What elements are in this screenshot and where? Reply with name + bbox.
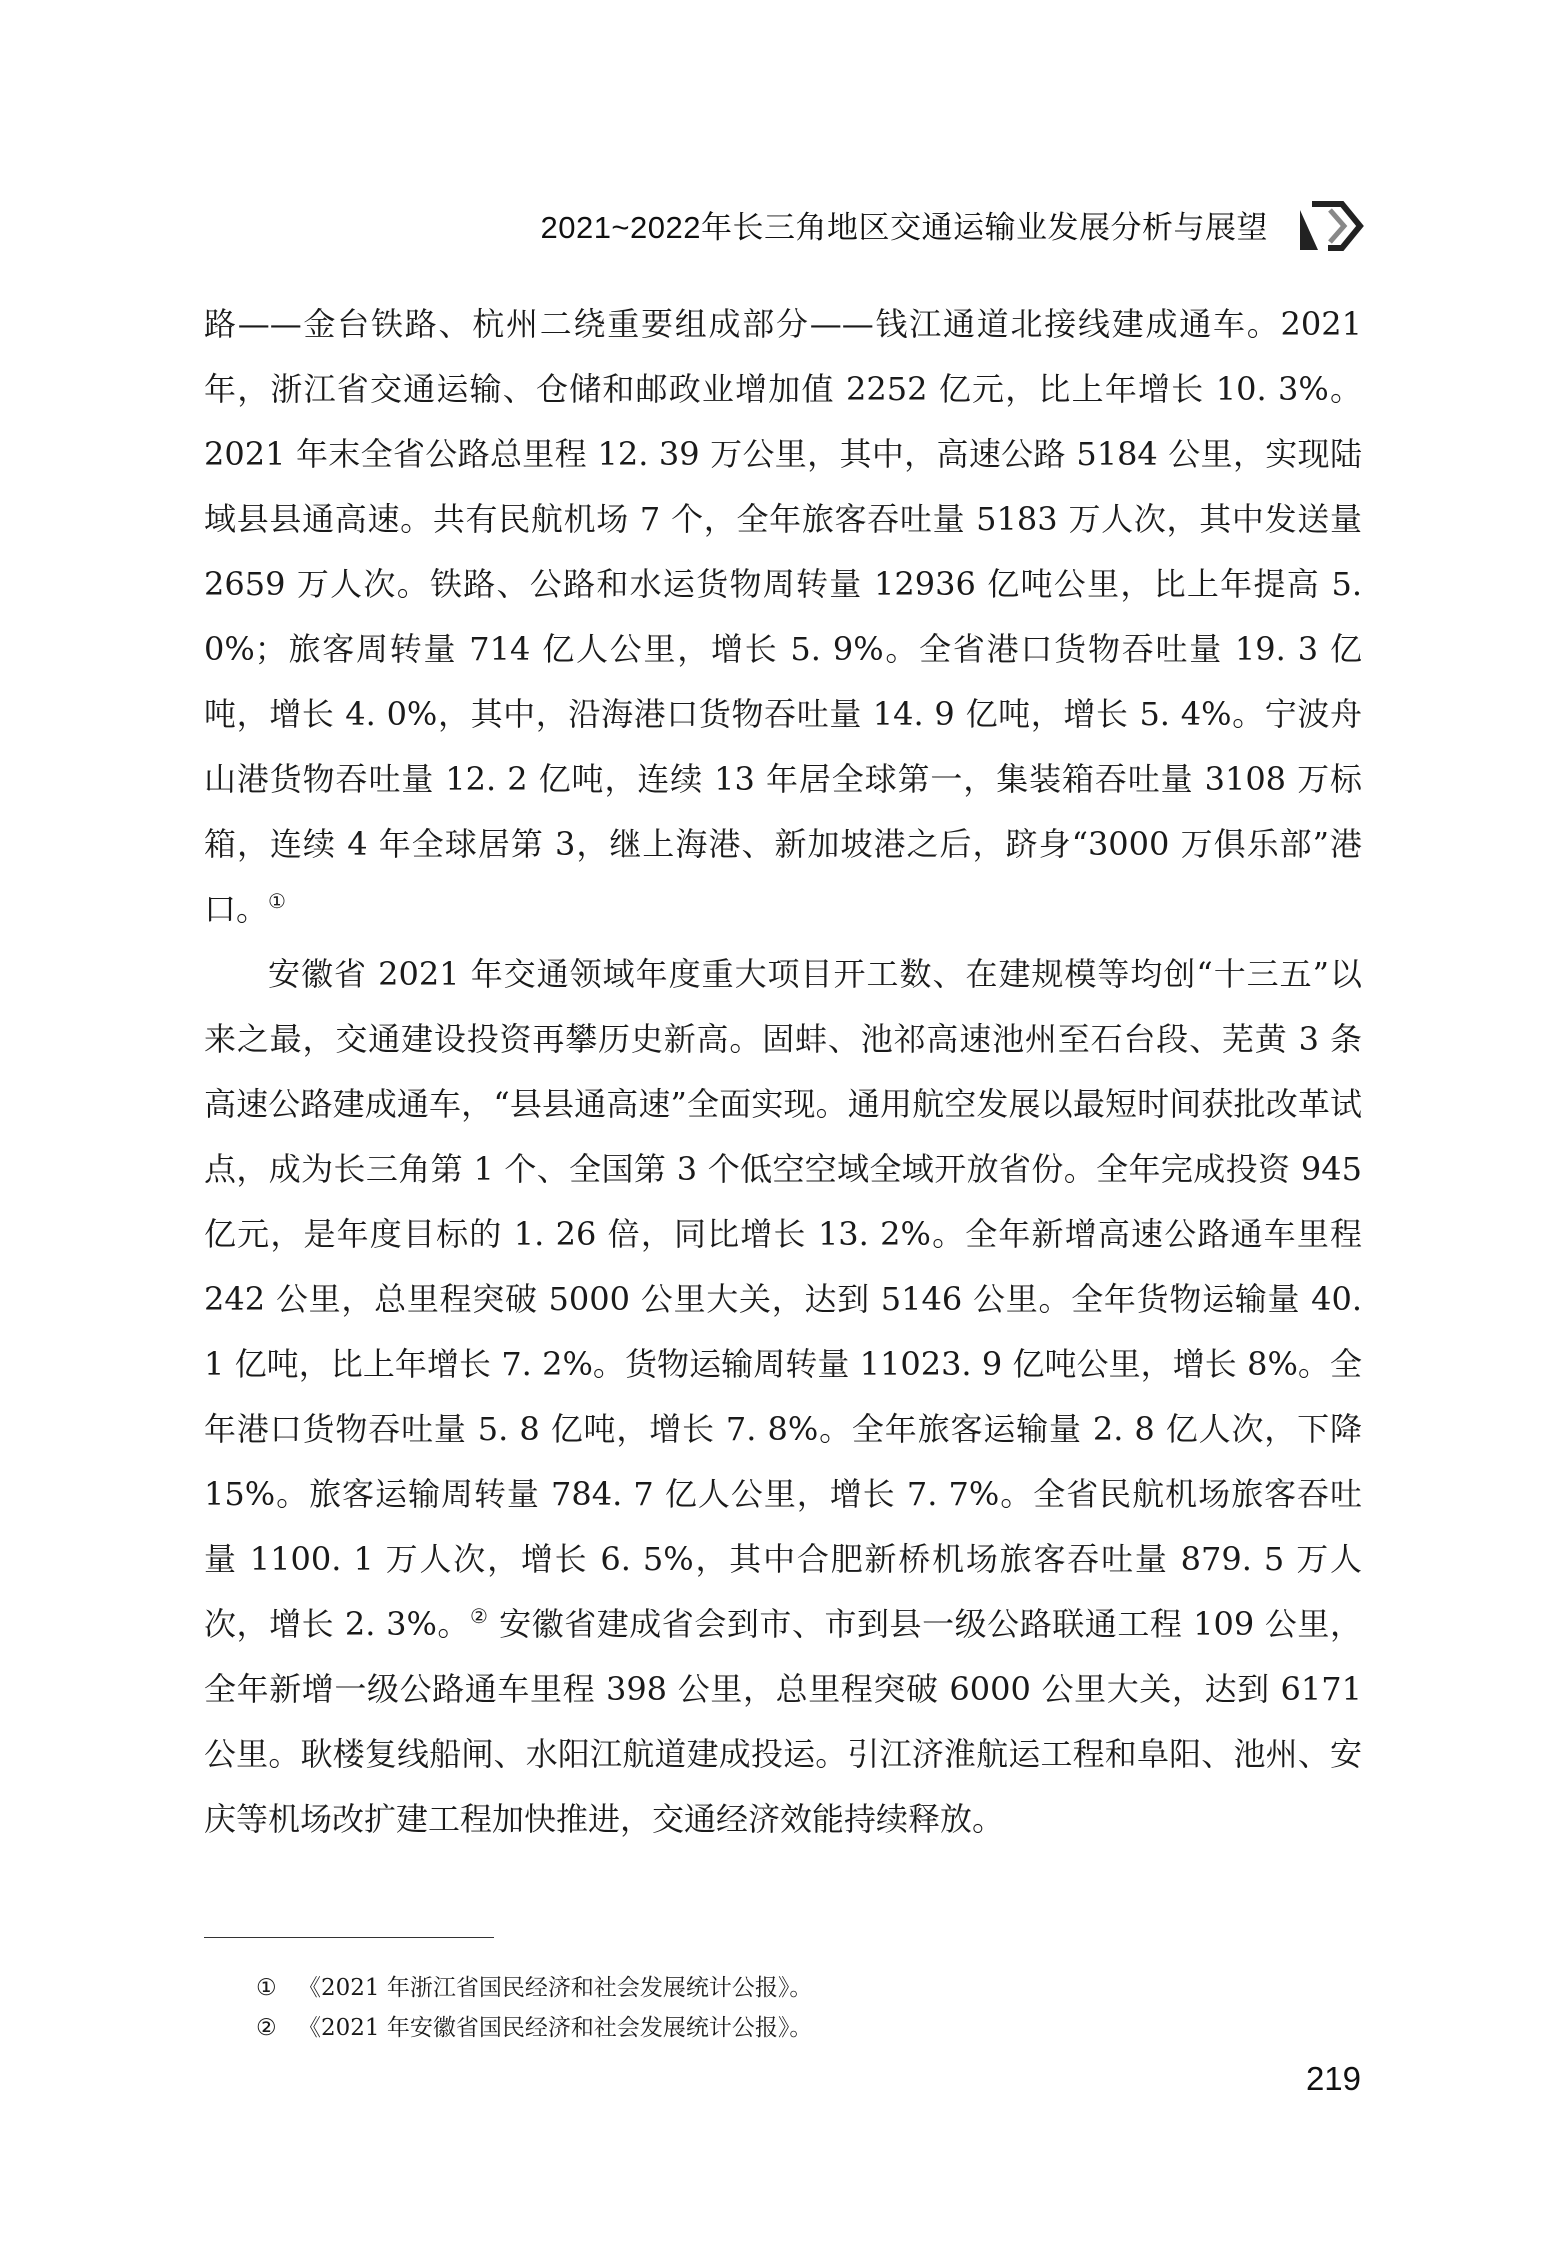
page-number: 219: [1305, 2060, 1361, 2097]
footnotes: [256, 1968, 1356, 2048]
footnote-reference-2[interactable]: ②: [469, 1604, 489, 1628]
footnote-2: [256, 2008, 1356, 2048]
footnote-2-mark: ②: [256, 2015, 277, 2041]
main-body-text: [204, 292, 1362, 1852]
paragraph-anhui-text-b: 安徽省建成省会到市、市到县一级公路联通工程 109 公里，全年新增一级公路通车里程 398 公里，总里程突破 6000 公里大关，达到 6171 公里。耿楼复线船闸、水阳江航道建成投运。引江济淮航运工程和阜阳、池州、安庆等机场改扩建工程加快推进，交通经济效能持续释放。: [204, 1605, 1362, 1838]
running-header: [200, 196, 1366, 256]
footnote-1-mark: ①: [256, 1975, 277, 2001]
running-header-title: 2021~2022年长三角地区交通运输业发展分析与展望: [540, 210, 1268, 245]
footnote-2-text: 《2021 年安徽省国民经济和社会发展统计公报》。: [298, 2015, 813, 2041]
paragraph-zhejiang-text: 路——金台铁路、杭州二绕重要组成部分——钱江通道北接线建成通车。2021 年，浙江省交通运输、仓储和邮政业增加值 2252 亿元，比上年增长 10. 3%。2021 年末全省公路总里程 12. 39 万公里，其中，高速公路 5184 公里，实现陆域县县通高速。共有民航机场 7 个，全年旅客吞吐量 5183 万人次，其中发送量 2659 万人次。铁路、公路和水运货物周转量 12936 亿吨公里，比上年提高 5. 0%；旅客周转量 714 亿人公里，增长 5. 9%。全省港口货物吞吐量 19. 3 亿吨，增长 4. 0%，其中，沿海港口货物吞吐量 14. 9 亿吨，增长 5. 4%。宁波舟山港货物吞吐量 12. 2 亿吨，连续 13 年居全球第一，集装箱吞吐量 3108 万标箱，连续 4 年全球居第 3，继上海港、新加坡港之后，跻身“3000 万俱乐部”港口。: [204, 305, 1362, 928]
footnote-1: [256, 1968, 1356, 2008]
footnote-1-text: 《2021 年浙江省国民经济和社会发展统计公报》。: [298, 1975, 813, 2001]
paragraph-zhejiang: [204, 292, 1362, 942]
footnote-divider: [204, 1937, 494, 1938]
paragraph-anhui-text-a: 安徽省 2021 年交通领域年度重大项目开工数、在建规模等均创“十三五”以来之最，交通建设投资再攀历史新高。固蚌、池祁高速池州至石台段、芜黄 3 条高速公路建成通车，“县县通高速”全面实现。通用航空发展以最短时间获批改革试点，成为长三角第 1 个、全国第 3 个低空空域全域开放省份。全年完成投资 945 亿元，是年度目标的 1. 26 倍，同比增长 13. 2%。全年新增高速公路通车里程 242 公里，总里程突破 5000 公里大关，达到 5146 公里。全年货物运输量 40. 1 亿吨，比上年增长 7. 2%。货物运输周转量 11023. 9 亿吨公里，增长 8%。全年港口货物吞吐量 5. 8 亿吨，增长 7. 8%。全年旅客运输量 2. 8 亿人次，下降 15%。旅客运输周转量 784. 7 亿人公里，增长 7. 7%。全省民航机场旅客吞吐量 1100. 1 万人次，增长 6. 5%，其中合肥新桥机场旅客吞吐量 879. 5 万人次，增长 2. 3%。: [204, 955, 1362, 1643]
paragraph-anhui: [204, 942, 1362, 1852]
footnote-reference-1[interactable]: ①: [268, 889, 286, 913]
book-corner-arrow-icon: [1298, 196, 1366, 252]
